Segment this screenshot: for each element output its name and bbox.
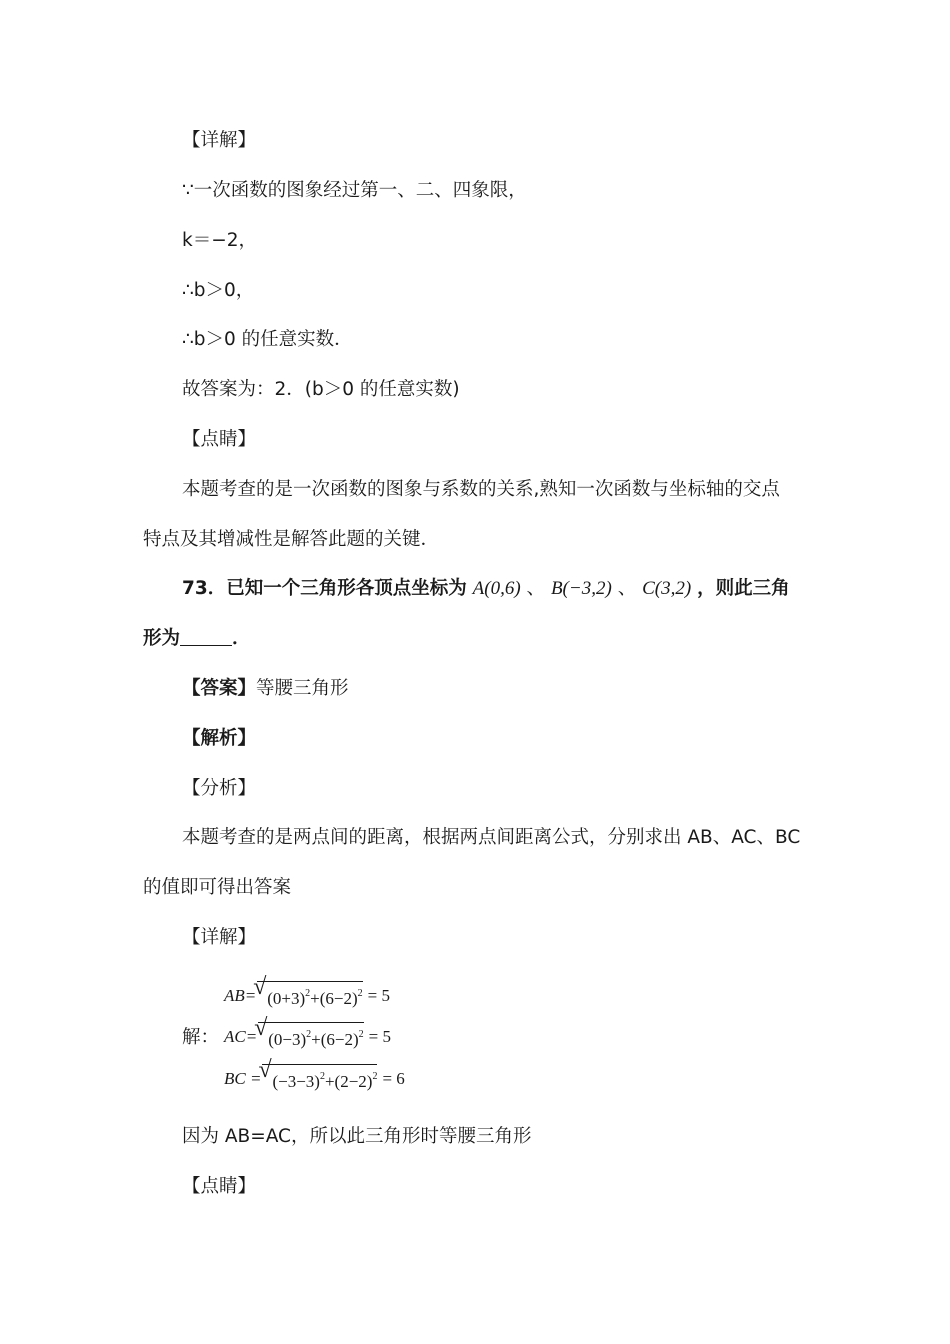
separator: 、 xyxy=(617,578,637,599)
conclusion-line: 因为 AB=AC，所以此三角形时等腰三角形 xyxy=(182,1126,532,1147)
paragraph-line: 本题考查的是两点间的距离，根据两点间距离公式，分别求出 AB、AC、BC xyxy=(182,827,801,848)
paragraph-line: 的值即可得出答案 xyxy=(143,877,292,898)
sqrt: √ $(-3-3)^2+(2-2)^2$ xyxy=(262,1064,377,1094)
equation-ab: AB= √ $(0+3)^2+(6-2)^2$ = 5 xyxy=(224,981,390,1011)
answer-line xyxy=(182,676,349,702)
section-label-fenxi: 【分析】 xyxy=(182,778,257,799)
section-label-tip: 【点睛】 xyxy=(182,1176,257,1197)
question-73 xyxy=(182,576,790,602)
question-73-line2 xyxy=(143,626,251,652)
sqrt: √ $(0-3)^2+(6-2)^2$ xyxy=(258,1022,363,1052)
answer-text: 等腰三角形 xyxy=(256,678,349,699)
text-line: ∵一次函数的图象经过第一、二、四象限， xyxy=(182,180,527,201)
section-label-detail: 【详解】 xyxy=(182,927,257,948)
section-label-tip: 【点睛】 xyxy=(182,429,257,450)
question-text: 形为 xyxy=(143,628,181,649)
text-line: ∴b＞0， xyxy=(182,280,255,301)
answer-blank xyxy=(180,627,232,646)
solution-label: 解： xyxy=(182,1027,220,1048)
paragraph-line: 本题考查的是一次函数的图象与系数的关系,熟知一次函数与坐标轴的交点 xyxy=(182,479,780,500)
section-label-analysis: 【解析】 xyxy=(182,728,257,749)
equation-bc: BC = √ $(-3-3)^2+(2-2)^2$ = 6 xyxy=(224,1064,405,1094)
text-line: k＝−2， xyxy=(182,230,257,251)
question-period: ． xyxy=(232,628,251,649)
question-text-end: ，则此三角 xyxy=(697,578,790,599)
sqrt: √ $(0+3)^2+(6-2)^2$ xyxy=(257,981,362,1011)
question-text: 73．已知一个三角形各顶点坐标为 xyxy=(182,578,467,599)
point-c: C(3,2) xyxy=(642,578,692,599)
point-b: B(−3,2) xyxy=(550,578,612,599)
text-line: 故答案为：2．(b＞0 的任意实数) xyxy=(182,379,460,400)
paragraph-line: 特点及其增减性是解答此题的关键． xyxy=(143,529,440,550)
separator: 、 xyxy=(526,578,546,599)
equation-ac: AC= √ $(0-3)^2+(6-2)^2$ = 5 xyxy=(224,1022,391,1052)
answer-label: 【答案】 xyxy=(182,678,257,699)
section-label-detail: 【详解】 xyxy=(182,130,257,151)
point-a: A(0,6) xyxy=(472,578,521,599)
text-line: ∴b＞0 的任意实数． xyxy=(182,329,353,350)
